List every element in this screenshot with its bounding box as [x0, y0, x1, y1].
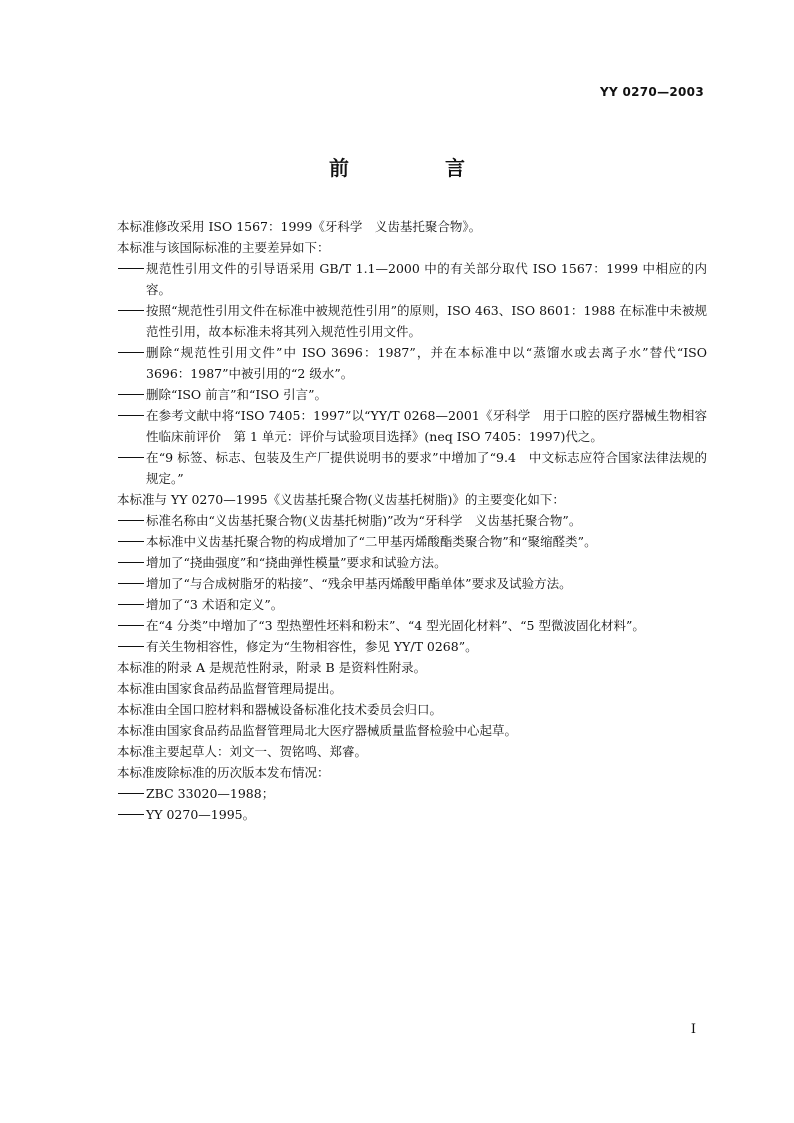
em-dash-marker	[117, 615, 146, 636]
em-dash-marker	[117, 804, 146, 825]
paragraph: 本标准与该国际标准的主要差异如下：	[117, 240, 330, 255]
list-item-text: 删除“规范性引用文件”中 ISO 3696：1987”，并在本标准中以“蒸馏水或去离子水”替代“ISO 3696：1987”中被引用的“2 级水”。	[146, 345, 707, 381]
paragraph: 本标准由全国口腔材料和器械设备标准化技术委员会归口。	[117, 702, 443, 717]
paragraph: 本标准修改采用 ISO 1567：1999《牙科学 义齿基托聚合物》。	[117, 219, 482, 234]
list-item-text: 增加了“与合成树脂牙的粘接”、“残余甲基丙烯酸甲酯单体”要求及试验方法。	[146, 576, 572, 591]
em-dash-marker	[117, 531, 146, 552]
standard-id: YY 0270—2003	[600, 85, 704, 99]
list-item	[117, 636, 707, 657]
list-item	[117, 573, 707, 594]
em-dash-marker	[117, 594, 146, 615]
em-dash-marker	[117, 783, 146, 804]
list-item	[117, 405, 707, 447]
em-dash-marker	[117, 342, 146, 384]
paragraph: 本标准由国家食品药品监督管理局北大医疗器械质量监督检验中心起草。	[117, 723, 518, 738]
em-dash-marker	[117, 447, 146, 489]
list-item	[117, 258, 707, 300]
list-item	[117, 531, 707, 552]
list-item	[117, 300, 707, 342]
list-item-text: 在“4 分类”中增加了“3 型热塑性坯料和粉末”、“4 型光固化材料”、“5 型微波固化材料”。	[146, 618, 645, 633]
list-item-text: 在参考文献中将“ISO 7405：1997”以“YY/T 0268—2001《牙科学 用于口腔的医疗器械生物相容性临床前评价 第 1 单元：评价与试验项目选择》(neq ISO 7405：1997)代之。	[146, 408, 707, 444]
em-dash-marker	[117, 258, 146, 300]
list-item-text: 规范性引用文件的引导语采用 GB/T 1.1—2000 中的有关部分取代 ISO 1567：1999 中相应的内容。	[146, 261, 707, 297]
em-dash-marker	[117, 552, 146, 573]
list-item	[117, 447, 707, 489]
list-item	[117, 342, 707, 384]
em-dash-marker	[117, 405, 146, 447]
list-item	[117, 783, 707, 804]
em-dash-marker	[117, 573, 146, 594]
list-item-text: YY 0270—1995。	[146, 807, 256, 822]
foreword-body	[117, 216, 707, 825]
list-item	[117, 384, 707, 405]
list-item-text: 增加了“3 术语和定义”。	[146, 597, 284, 612]
list-item	[117, 552, 707, 573]
paragraph: 本标准主要起草人：刘文一、贺铭鸣、郑睿。	[117, 744, 368, 759]
list-item-text: 标准名称由“义齿基托聚合物(义齿基托树脂)”改为“牙科学 义齿基托聚合物”。	[146, 513, 582, 528]
list-item	[117, 510, 707, 531]
paragraph: 本标准的附录 A 是规范性附录，附录 B 是资料性附录。	[117, 660, 427, 675]
page-title: 前 言	[329, 156, 503, 180]
page-number: I	[690, 1022, 696, 1037]
list-item	[117, 804, 707, 825]
list-item-text: 增加了“挠曲强度”和“挠曲弹性模量”要求和试验方法。	[146, 555, 447, 570]
list-item-text: 有关生物相容性，修定为“生物相容性，参见 YY/T 0268”。	[146, 639, 478, 654]
em-dash-marker	[117, 384, 146, 405]
paragraph: 本标准废除标准的历次版本发布情况：	[117, 765, 330, 780]
paragraph: 本标准由国家食品药品监督管理局提出。	[117, 681, 343, 696]
list-item-text: 按照“规范性引用文件在标准中被规范性引用”的原则，ISO 463、ISO 8601：1988 在标准中未被规范性引用，故本标准未将其列入规范性引用文件。	[146, 303, 707, 339]
paragraph: 本标准与 YY 0270—1995《义齿基托聚合物(义齿基托树脂)》的主要变化如下：	[117, 492, 565, 507]
list-item	[117, 594, 707, 615]
list-item-text: 在“9 标签、标志、包装及生产厂提供说明书的要求”中增加了“9.4 中文标志应符合国家法律法规的规定。”	[146, 450, 707, 486]
list-item-text: ZBC 33020—1988；	[146, 786, 275, 801]
em-dash-marker	[117, 300, 146, 342]
list-item-text: 删除“ISO 前言”和“ISO 引言”。	[146, 387, 328, 402]
em-dash-marker	[117, 636, 146, 657]
em-dash-marker	[117, 510, 146, 531]
list-item-text: 本标准中义齿基托聚合物的构成增加了“二甲基丙烯酸酯类聚合物”和“聚缩醛类”。	[146, 534, 597, 549]
list-item	[117, 615, 707, 636]
